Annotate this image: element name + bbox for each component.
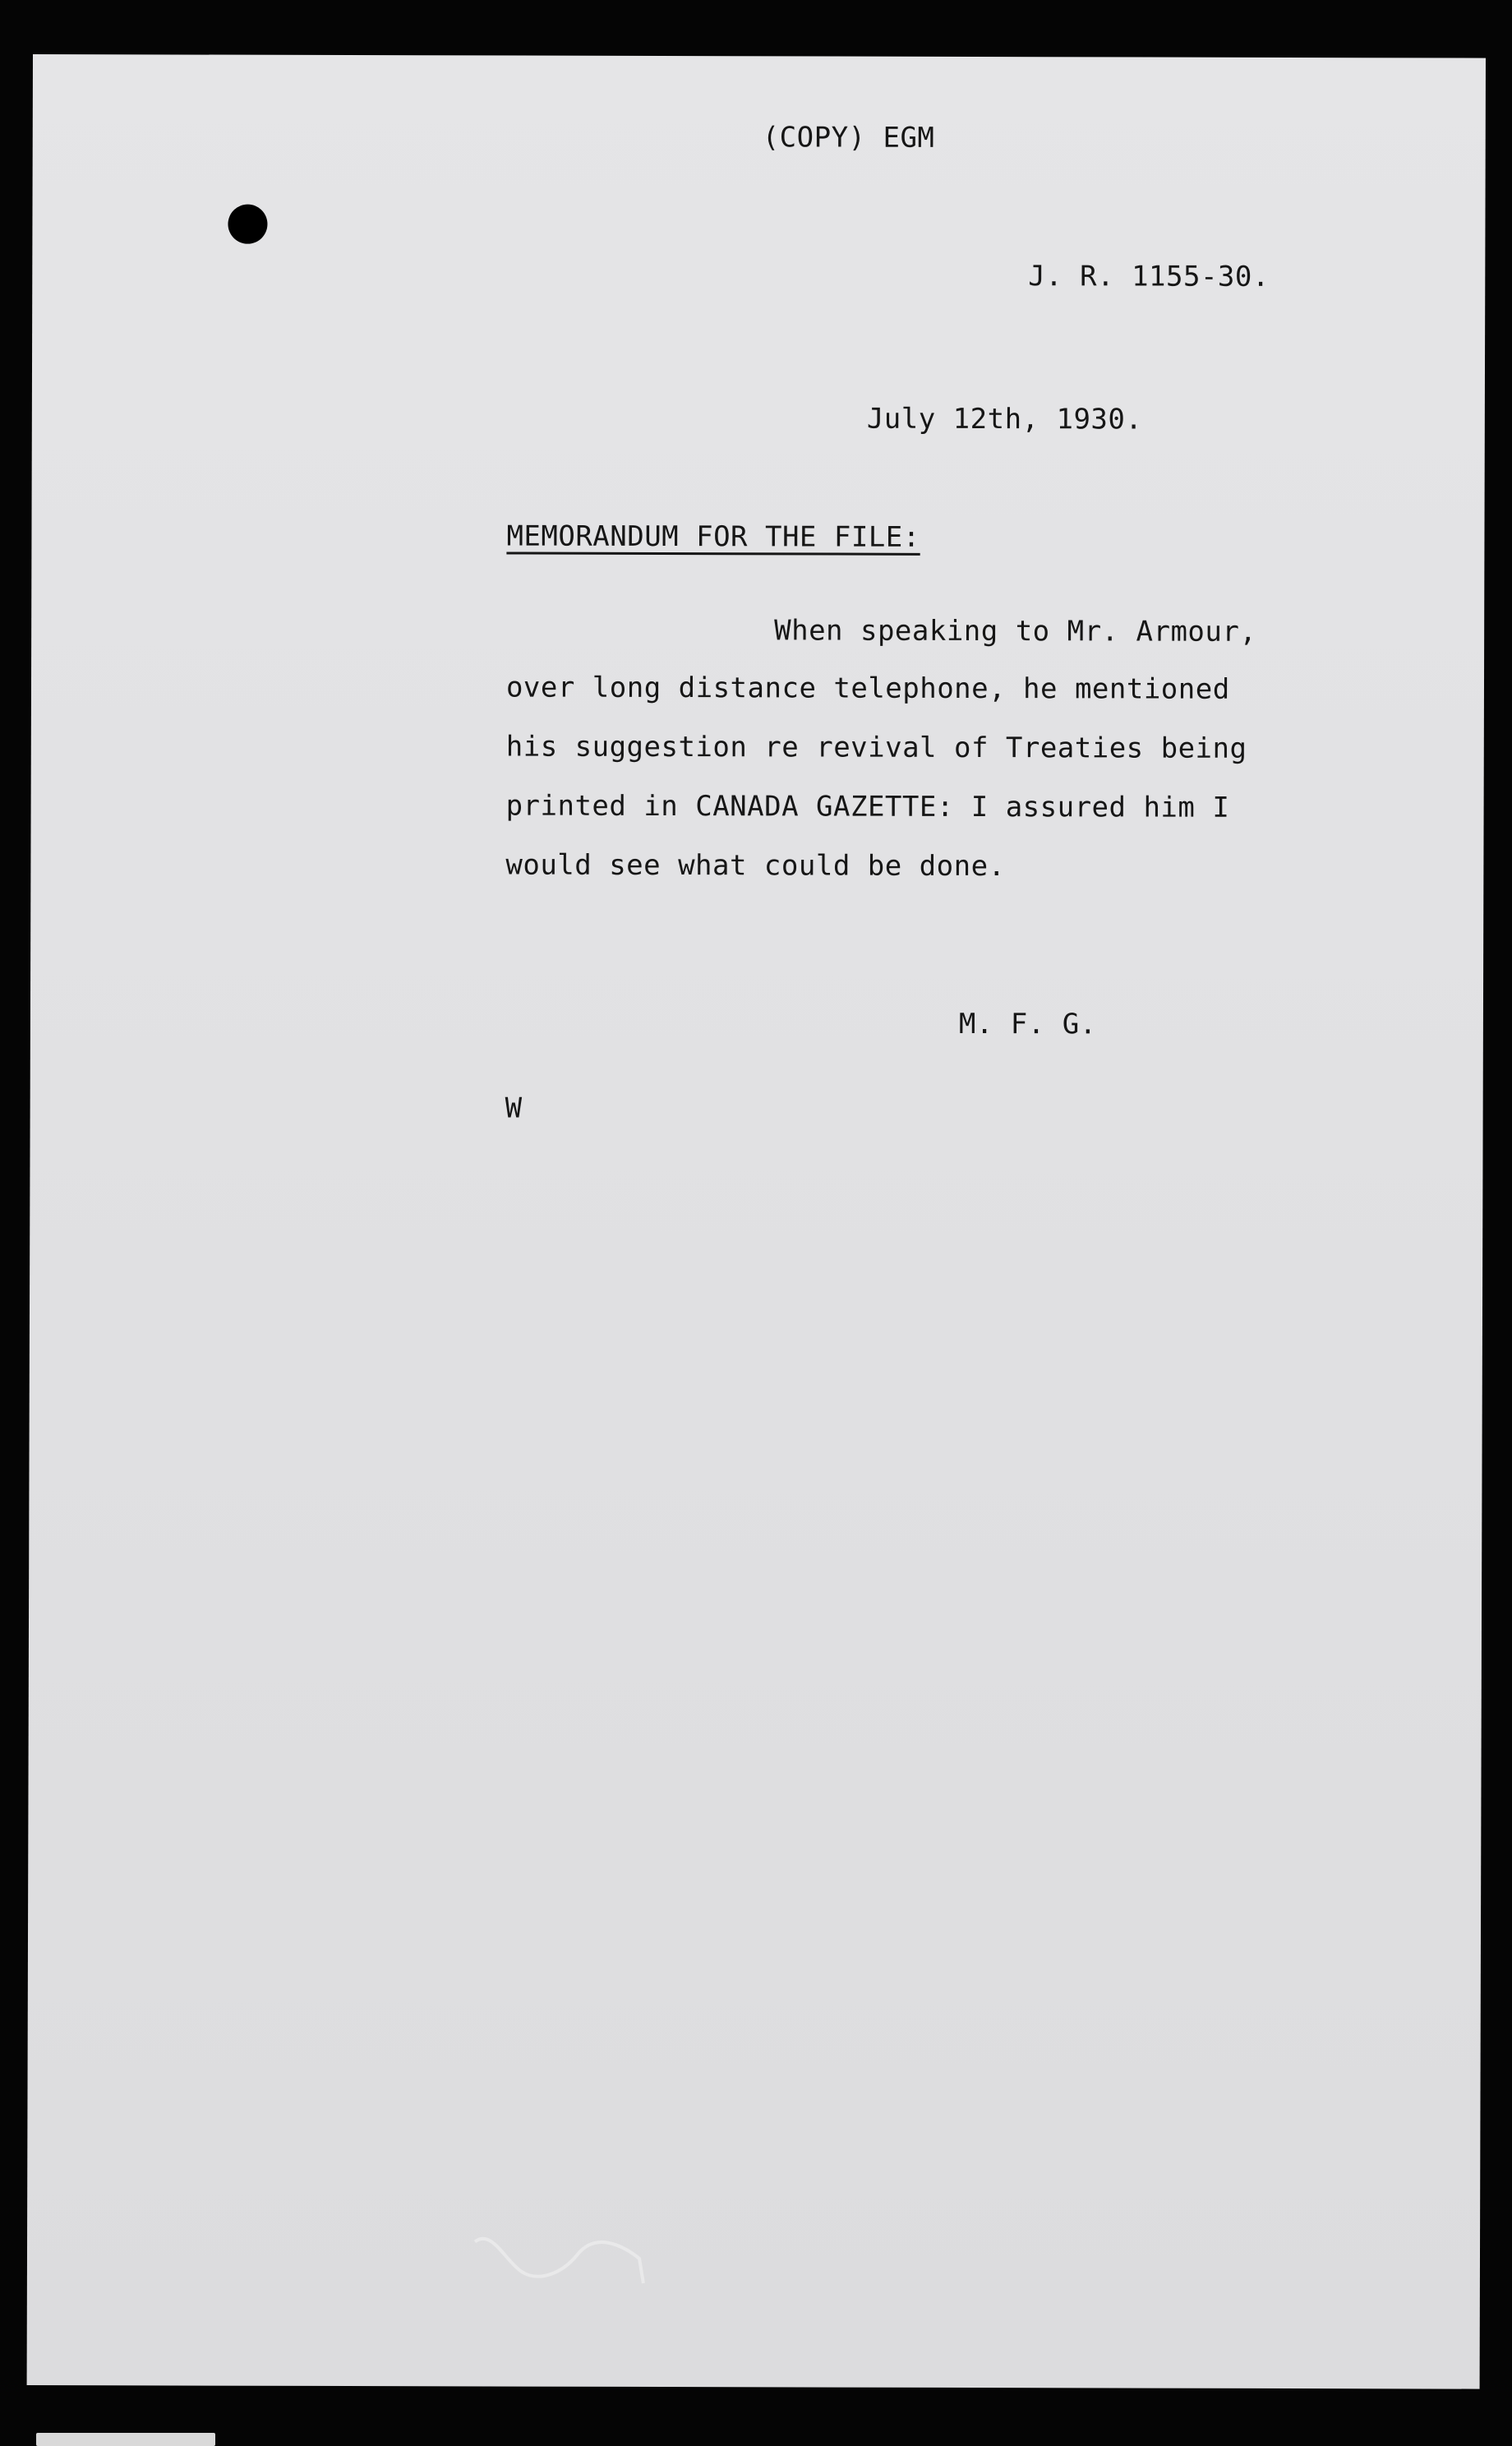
reference-number: J. R. 1155-30. bbox=[1028, 260, 1270, 293]
scratch-mark bbox=[471, 2225, 652, 2291]
copy-mark: (COPY) EGM bbox=[762, 121, 935, 155]
document-date: July 12th, 1930. bbox=[866, 402, 1143, 436]
punch-hole bbox=[228, 205, 267, 244]
body-line: printed in CANADA GAZETTE: I assured him I bbox=[505, 789, 1230, 824]
film-label-strip bbox=[36, 2433, 215, 2446]
body-line: over long distance telephone, he mentioned bbox=[505, 671, 1230, 706]
typist-initial: W bbox=[505, 1091, 523, 1125]
document-page bbox=[27, 54, 1486, 2389]
body-line: would see what could be done. bbox=[505, 848, 1006, 884]
body-line: When speaking to Mr. Armour, bbox=[774, 614, 1257, 648]
memo-heading: MEMORANDUM FOR THE FILE: bbox=[506, 519, 920, 554]
body-line: his suggestion re revival of Treaties being bbox=[505, 730, 1247, 765]
signature-initials: M. F. G. bbox=[958, 1007, 1097, 1041]
